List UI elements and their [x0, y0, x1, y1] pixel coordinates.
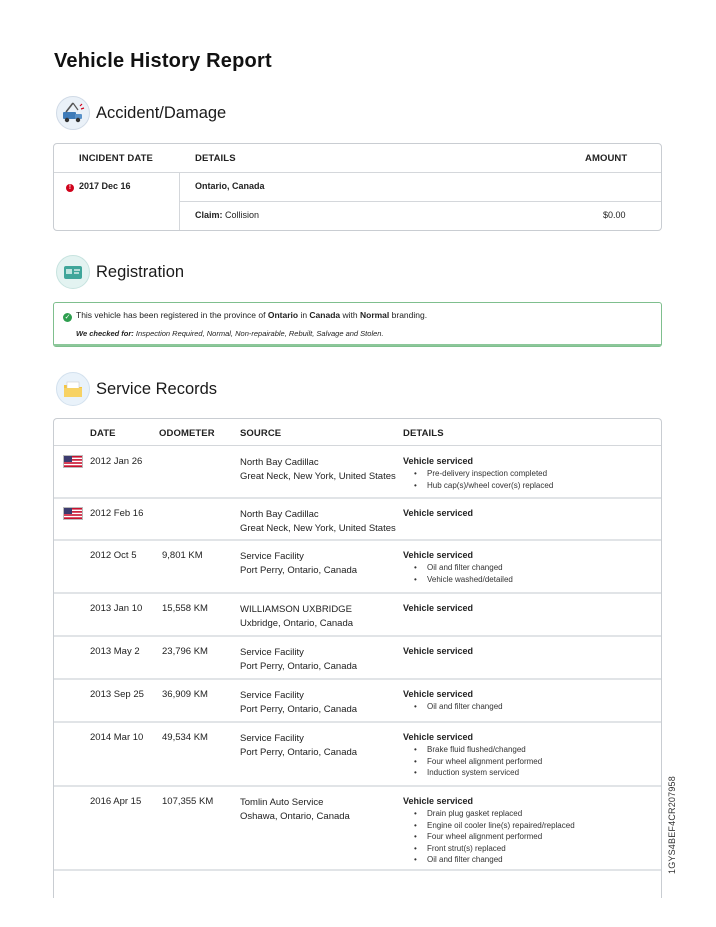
incident-date-header: INCIDENT DATE	[79, 153, 153, 164]
detail-title: Vehicle serviced	[403, 550, 474, 560]
row-separator	[54, 497, 661, 499]
source-name: North Bay Cadillac	[240, 457, 319, 468]
source-name: Service Facility	[240, 733, 304, 744]
row-separator	[54, 869, 661, 871]
record-date: 2013 May 2	[90, 646, 140, 657]
row-separator	[54, 721, 661, 723]
detail-title: Vehicle serviced	[403, 603, 474, 613]
report-title: Vehicle History Report	[54, 50, 272, 72]
service-records-table	[53, 418, 662, 898]
record-details	[403, 550, 513, 585]
claim-info: Claim: Collision	[195, 210, 260, 220]
row-separator	[54, 785, 661, 787]
row-separator	[54, 539, 661, 541]
record-odometer: 107,355 KM	[162, 796, 214, 807]
amount-header: AMOUNT	[585, 153, 628, 164]
us-flag-icon	[63, 455, 83, 468]
record-odometer: 23,796 KM	[162, 646, 208, 657]
registration-status-box	[53, 302, 662, 347]
check-icon: ✓	[64, 314, 71, 321]
detail-title: Vehicle serviced	[403, 508, 474, 518]
registration-section-title: Registration	[96, 262, 185, 281]
detail-item: • Oil and filter changed	[427, 701, 503, 713]
detail-item: • Pre-delivery inspection completed	[427, 468, 553, 480]
record-source	[240, 732, 357, 760]
source-location: Port Perry, Ontario, Canada	[240, 565, 358, 576]
record-odometer: 15,558 KM	[162, 603, 208, 614]
incident-location: Ontario, Canada	[195, 181, 265, 191]
record-details	[403, 603, 473, 613]
detail-items	[403, 468, 553, 491]
registration-checked-for: We checked for: Inspection Required, Normal, Non-repairable, Rebuilt, Salvage and Stolen.	[76, 329, 384, 338]
record-details	[403, 508, 473, 518]
record-source	[240, 689, 357, 717]
registration-section-header	[56, 255, 184, 289]
us-flag-icon	[63, 507, 83, 520]
source-location: Oshawa, Ontario, Canada	[240, 811, 350, 822]
row-separator	[54, 592, 661, 594]
detail-items	[403, 562, 513, 585]
accident-section-header	[56, 96, 226, 130]
details-header: DETAILS	[403, 428, 444, 439]
record-details	[403, 689, 503, 713]
detail-title: Vehicle serviced	[403, 646, 474, 656]
source-location: Port Perry, Ontario, Canada	[240, 747, 358, 758]
accident-table	[53, 143, 662, 231]
incident-date: ! 2017 Dec 16	[66, 181, 131, 192]
date-header: DATE	[90, 428, 116, 439]
detail-item: • Four wheel alignment performed	[427, 756, 542, 768]
row-separator	[54, 678, 661, 680]
record-source	[240, 456, 396, 484]
record-details	[403, 456, 553, 491]
record-odometer: 36,909 KM	[162, 689, 208, 700]
record-odometer: 9,801 KM	[162, 550, 203, 561]
tow-truck-icon	[56, 96, 90, 130]
detail-item: • Vehicle washed/detailed	[427, 574, 513, 586]
detail-item: • Brake fluid flushed/changed	[427, 744, 542, 756]
detail-item: • Front strut(s) replaced	[427, 843, 575, 855]
source-header: SOURCE	[240, 428, 282, 439]
record-date: 2016 Apr 15	[90, 796, 142, 807]
source-name: Tomlin Auto Service	[240, 797, 324, 808]
folder-icon	[56, 372, 90, 406]
service-section-title: Service Records	[96, 379, 218, 398]
source-location: Uxbridge, Ontario, Canada	[240, 618, 354, 629]
source-location: Port Perry, Ontario, Canada	[240, 661, 358, 672]
detail-title: Vehicle serviced	[403, 689, 474, 699]
record-details	[403, 646, 473, 656]
registration-status-line: ✓ This vehicle has been registered in the province of Ontario in Canada with Normal branding.	[64, 310, 428, 321]
source-location: Great Neck, New York, United States	[240, 523, 396, 534]
record-date: 2013 Jan 10	[90, 603, 143, 614]
detail-item: • Engine oil cooler line(s) repaired/replaced	[427, 820, 575, 832]
detail-title: Vehicle serviced	[403, 456, 474, 466]
source-name: Service Facility	[240, 690, 304, 701]
detail-item: • Oil and filter changed	[427, 854, 575, 866]
detail-item: • Hub cap(s)/wheel cover(s) replaced	[427, 480, 553, 492]
detail-item: • Oil and filter changed	[427, 562, 513, 574]
detail-items	[403, 701, 503, 713]
record-details	[403, 732, 542, 779]
record-source	[240, 550, 357, 578]
row-separator	[54, 635, 661, 637]
source-location: Port Perry, Ontario, Canada	[240, 704, 358, 715]
detail-title: Vehicle serviced	[403, 732, 474, 742]
record-date: 2013 Sep 25	[90, 689, 144, 700]
source-location: Great Neck, New York, United States	[240, 471, 396, 482]
vin-label: 1GYS4BEF4CR207958	[667, 776, 677, 874]
odometer-header: ODOMETER	[159, 428, 215, 439]
source-name: North Bay Cadillac	[240, 509, 319, 520]
accident-section-title: Accident/Damage	[96, 103, 227, 122]
record-date: 2014 Mar 10	[90, 732, 144, 743]
registration-card-icon	[56, 255, 90, 289]
alert-icon: !	[66, 184, 74, 192]
detail-title: Vehicle serviced	[403, 796, 474, 806]
claim-amount: $0.00	[603, 210, 626, 220]
record-source	[240, 603, 353, 631]
record-source	[240, 646, 357, 674]
record-source	[240, 508, 396, 536]
source-name: Service Facility	[240, 551, 304, 562]
service-section-header	[56, 372, 217, 406]
detail-items	[403, 808, 575, 866]
detail-item: • Four wheel alignment performed	[427, 831, 575, 843]
detail-item: • Induction system serviced	[427, 767, 542, 779]
record-date: 2012 Jan 26	[90, 456, 143, 467]
detail-items	[403, 744, 542, 779]
record-odometer: 49,534 KM	[162, 732, 208, 743]
record-date: 2012 Oct 5	[90, 550, 137, 561]
record-date: 2012 Feb 16	[90, 508, 144, 519]
source-name: WILLIAMSON UXBRIDGE	[240, 604, 352, 615]
record-source	[240, 796, 350, 824]
detail-item: • Drain plug gasket replaced	[427, 808, 575, 820]
record-details	[403, 796, 575, 866]
source-name: Service Facility	[240, 647, 304, 658]
details-header: DETAILS	[195, 153, 236, 164]
